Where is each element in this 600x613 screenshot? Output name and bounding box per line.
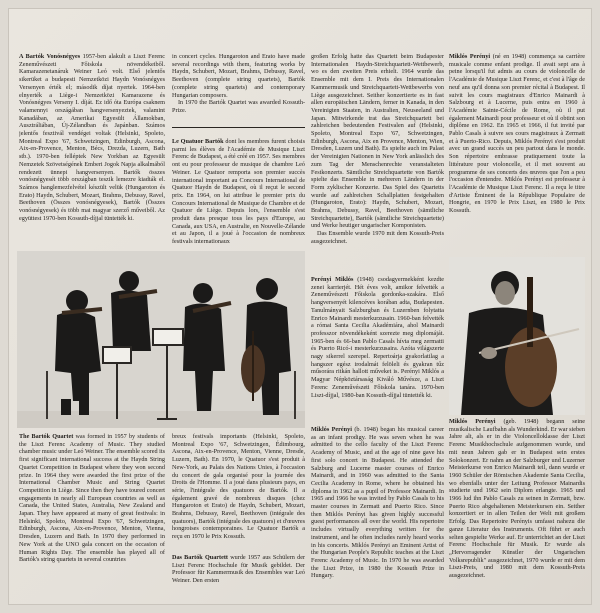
german-perenyi-heading: Miklós Perényi <box>449 418 496 425</box>
french-quartet-continuation-body: breux festivals importants (Helsinki, Spoleto, Montreal Expo '67, Schwetzingen, Édimbourg, Ascona, Aix-en-Provence, Menton, Vienne, Dresde, Luzern, Bath). En 1970, le Quatuor s'est produit à New-York, au Palais des Nations Unies, à l'occasion du concert de gala organisé pour la journée des Droits de l'Homme. Il a joué dans plusieurs pays, en série, l'intégrale des quatuors de Bartók. Il a également gravé de nombreux disques (chez Hungaroton et Erato) de Haydn, Schubert, Mozart, Brahms, Debussy, Ravel, Beethoven (intégrale des quatuors), Bartók (intégrale des quatuors) et d'œuvres hongroises contemporaines. Le Quatuor Bartók a reçu en 1970 le Prix Kossuth. <box>172 433 305 541</box>
french-perenyi-text <box>449 53 585 251</box>
german-quartet-continuation <box>311 53 444 263</box>
miklos-perenyi-photo <box>449 257 585 415</box>
quartet-illustration <box>17 251 305 428</box>
english-perenyi-body: (b. 1948) began his musical career as an infant prodigy. He was seven when he was admitted to the cello faculty of the Liszt Ferenc Academy of Music, and at the age of nine gave his first solo concert in Budapest. He attended the Salzburg and Lucerne master courses of Enrico Mainardi, and in 1960 was admitted to the Santa Cecilia Academy in Rome, where he obtained his diploma in 1962 as a pupil of Professor Mainardi. In 1965 and 1966 he was invited by Pablo Casals to his master courses in Zermatt and Puerto Rico. Since then Miklós Perényi has given highly successful guest performances all over the world. His repertoire includes virtually everything written for the instrument, and he often includes rarely heard works in his concerts. Miklós Perényi an Eminent Artist of the Hungarian People's Republic teaches at the Liszt Ferenc Academy of Music. In 1970 he was awarded the Liszt Prize, in 1980 the Kossuth Prize in Hungary. <box>311 426 444 580</box>
french-quartet-body: dont les membres furent choisis parmi les élèves de l'Académie de Musique Liszt Ferenc de Budapest, a été créé en 1957. Ses membres ont eu pour professeur de musique de chambre Leó Weiner. Le Quatuor remporta son premier succès international important au Concours International de Quatuor Haydn de Budapest, où il reçut le second prix. En 1964, on lui attribue le premier prix du Concours International de Musique de Chambre et de Quatuor de Liège. Depuis lors, l'ensemble s'est produit dans presque tous les pays d'Europe, au Canada, aux USA, en Australie, en Nouvelle-Zélande et au Japon, il a joué à l'occasion de nombreux festivals internationaux <box>172 138 305 246</box>
bartok-quartet-photo <box>17 251 305 428</box>
french-perenyi-body: (né en 1948) commença sa carrière musicale comme enfant prodige. Il avait sept ans à peine lorsqu'il fut admis au cours de violoncelle de l'Académie de Musique Liszt Ferenc, et c'est à l'âge de neuf ans qu'il donna son premier récital à Budapest. Il suivit les cours magistraux d'Enrico Mainardi à Salzbourg et à Lucerne, puis entra en 1960 à l'Académie Sainte-Cécile de Rome, où il put également Mainardi pour professeur et où il obtint son diplôme en 1962. En 1965 et 1966, il fut invité par Pablo Casals à suivre ses cours magistraux à Zermatt et à Puerto-Rico. Depuis, Miklós Perényi s'est produit avec un grand succès un peu partout dans le monde. Son répertoire embrasse pratiquement toute la littérature pour violoncelle, et il met souvent au programme de ses concerts des œuvres que l'on a peu l'occasion d'entendre. Miklós Perényi est professeur à l'Académie de Musique Liszt Ferenc. Il a reçu le titre d'Artiste Éminent de la République Populaire de Hongrie, en 1970 le Prix Liszt, en 1980 le Prix Kossuth. <box>449 53 585 215</box>
german-perenyi-body: (geb. 1948) begann seine musikalische Laufbahn als Wunderkind. Er war sieben Jahre alt, als er in die Violoncelloklasse der Liszt Ferenc Musikhochschule aufgenommen wurde, und mit neun Jahren gab er in Budapest sein erstes Solokonzert. Er nahm an der Salzburger und Luzerner Meisterkurse von Enrico Mainardi teil, dann wurde er 1960 Schüler der Römischen Akademie Santa Cecilia, wo ebenfalls unter der Leitung Professor Mainardis studierte und 1962 sein Diplom erlangte. 1965 und 1966 lud ihn Pablo Casals zu seinen in Zermatt, bzw. Puerto Rico abgehaltenen Meisterkursen ein. Seither konzertiert er in allen Teilen der Welt mit großem Erfolg. Das Repertoire Perényis umfasst nahezu die ganze Literatur des Instruments. Oft führt er auch selten gespielte Werke auf. Er unterrichtet an der Liszt Ferenc Hochschule für Musik. Er wurde als „Hervorragender Künstler der Ungarischen Volksrepublik" ausgezeichnet, 1970 wurde er mit dem Liszt-Preis, und 1980 mit dem Kossuth-Preis ausgezeichnet. <box>449 418 585 580</box>
french-quartet-text <box>172 138 305 248</box>
hungarian-quartet-body: 1957-ben alakult a Liszt Ferenc Zeneművészeti Főiskola növendékeiből. Kamarazenetanáruk Weiner Leó volt. Első jelentős sikerüket a budapesti Nemzetközi Haydn Vonósnégyes Versenyen érték el; második díjat nyertek. 1964-ben elnyerték a Liège-i Nemzetközi Kamarazene és Vonósnégyes Verseny I. díját. Ez idő óta Európa csaknem valamennyi országában hangversenyeztek, valamint Kanadában, az Amerikai Egyesült Államokban, Ausztráliában, Új-Zélandban és Japánban. Számos jelentős fesztivál vendégei voltak (Helsinki, Spoleto, Montreal Expo '67, Schwetzingen, Edinburgh, Ascona, Aix-en-Provence, Menton, Bécs, Drezda, Luzern, Bath stb.). 1970-ben felléptek New Yorkban az Egyesült Nemzetek Szövetségének Emberi Jogok Napja alkalmából rendezett ünnepi hangversenyen. Bartók összes vonósnégyesét több országban teszik lemezre kiadták el. Számos hanglemezfelvétel készült velük (Hungaroton és Erato) Haydn, Schubert, Mozart, Brahms, Debussy, Ravel, Beethoven (Összes vonósnégyesek), Bartók (Összes vonósnégyesek) és több mai magyar szerző műveiből. Az együttest 1970-ben Kossuth-díjjal tüntették ki. <box>19 53 165 222</box>
english-quartet-heading: The Bartók Quartet <box>19 433 74 440</box>
german-quartet-continuation-body: großen Erfolg hatte das Quartett beim Budapester Internationalen Haydn-Streichquartett-Wettbewerb, wo es den zweiten Preis erhielt. 1964 wurde das Ensemble mit dem I. Preis des Internationalen Kammermusik und Streichquartett-Wettbewerbs von Liège ausgezeichnet. Seither konzertierte es in fast allen europäischen Ländern, ferner in Kanada, in den Vereinigten Staaten, in Australien, Neuseeland und Japan. Mitwirkende trat das Streichquartett bei zahlreichen bedeutenden Festivalen auf (Helsinki, Spoleto, Montreal Expo '67, Schwetzingen, Edinburgh, Ascona, Aix en Provence, Menton, Wien, Dresden, Luzern und Bath). Es spielte auch im Palast der Vereinigten Nationen in New York anlässlich des zum Tag der Menschenrechte veranstalteten Festkonzerts. Sämtliche Streichquartette von Bartók spielte das Ensemble in mehreren Ländern in der Form zyklischer Konzerte. Das Spiel des Quartetts wurde auf zahlreichen Schallplatten festgehalten (Hungaroton, Erato): Haydn, Schubert, Mozart, Brahms, Debussy, Ravel, Beethoven (sämtliche Streichquartette), Bartók (sämtliche Streichquartette) und Werke heutiger ungarischer Komponisten. <box>311 53 444 230</box>
divider-rule <box>172 127 305 128</box>
french-perenyi-heading: Miklós Perényi <box>449 53 491 60</box>
english-quartet-body: was formed in 1957 by students of the Liszt Ferenc Academy of Music. They studied chamber music under Leó Weiner. The ensemble scored its first significant international success at the Haydn String Quartet Competition in Budapest where they won second prize. In 1964 they were awarded the first prize of the International Chamber Music and String Quartet Competition in Liège. Since then they have toured concert engagements in nearly all European countries as well as Canada, the United States, Australia, New Zealand and Japan. They have appeared at many of great festivals: in Helsinki, Spoleto, Montreal Expo '67, Schwetzingen, Edinburgh, Ascona, Aix-en-Provence, Menton, Vienna, Dresden, Luzern and Bath. In 1970 they performed in New York at the UNO gala concert on the occasion of Human Rights Day. The ensemble has played all of Bartók's string quartets in several countries <box>19 433 165 564</box>
english-quartet-continuation-body: in concert cycles. Hungaroton and Erato have made several recordings with them, featuring works by Haydn, Schubert, Mozart, Brahms, Debussy, Ravel, Beethoven (complete string quartets), Bartók (complete string quartets) and contemporary Hungarian composers. <box>172 53 305 99</box>
booklet-page <box>8 8 592 605</box>
german-quartet-prize: Das Ensemble wurde 1970 mit dem Kossuth-Preis ausgezeichnet. <box>311 230 444 245</box>
english-perenyi-heading: Miklós Perényi <box>311 426 352 433</box>
english-quartet-continuation <box>172 53 305 113</box>
cellist-illustration <box>449 257 585 415</box>
german-perenyi-text <box>449 418 585 604</box>
hungarian-perenyi-heading: Perényi Miklós <box>311 276 354 283</box>
hungarian-perenyi-body: (1948) csodagyermekként kezdte zenei karrierjét. Hét éves volt, amikor felvették a Zeneművészeti Főiskola gordonka-szakára. Első hangversenyét kilencéves korában adta, Budapesten. Tanulmányait Salzburgban és Luzernben folytatta Enrico Mainardi mesterkurzusain. 1960-ban felvették a római Santa Cecilia Akadémiára, ahol Mainardi professzor növendékeként szerezte meg diplomáját. 1965-ben és 66-ban Pablo Casals hívta meg zermatti és Puerto Ricó-i mesterkurzusaira. Azóta világszerte nagy sikerrel szerepel. Repertoárja gyakorlatilag a hangszer egész irodalmát felöleli és gyakran tűz műsorára ritkán hallott műveket is. Perényi Miklós a Magyar Népköztársaság Kiváló Művésze, a Liszt Ferenc Zeneművészeti Főiskola tanára. 1970-ben Liszt-díjjal, 1980-ban Kossuth-díjjal tüntették ki. <box>311 276 444 399</box>
german-quartet-body: wurde 1957 aus Schülern der Liszt Ferenc Hochschule für Musik gebildet. Der Professor für Kammermusik des Ensembles war Leó Weiner. Den ersten <box>172 554 305 585</box>
german-quartet-text <box>172 554 305 602</box>
english-perenyi-text <box>311 426 444 604</box>
german-quartet-heading: Das Bartók Quartett <box>172 554 228 561</box>
english-quartet-text <box>19 433 165 603</box>
hungarian-quartet-text <box>19 53 165 247</box>
french-quartet-heading: Le Quatuor Bartók <box>172 138 224 145</box>
french-quartet-continuation <box>172 433 305 548</box>
hungarian-perenyi-text <box>311 276 444 422</box>
hungarian-quartet-heading: A Bartók Vonósnégyes <box>19 53 81 60</box>
english-quartet-prize: In 1970 the Bartók Quartet was awarded Kossuth-Prize. <box>172 99 305 113</box>
